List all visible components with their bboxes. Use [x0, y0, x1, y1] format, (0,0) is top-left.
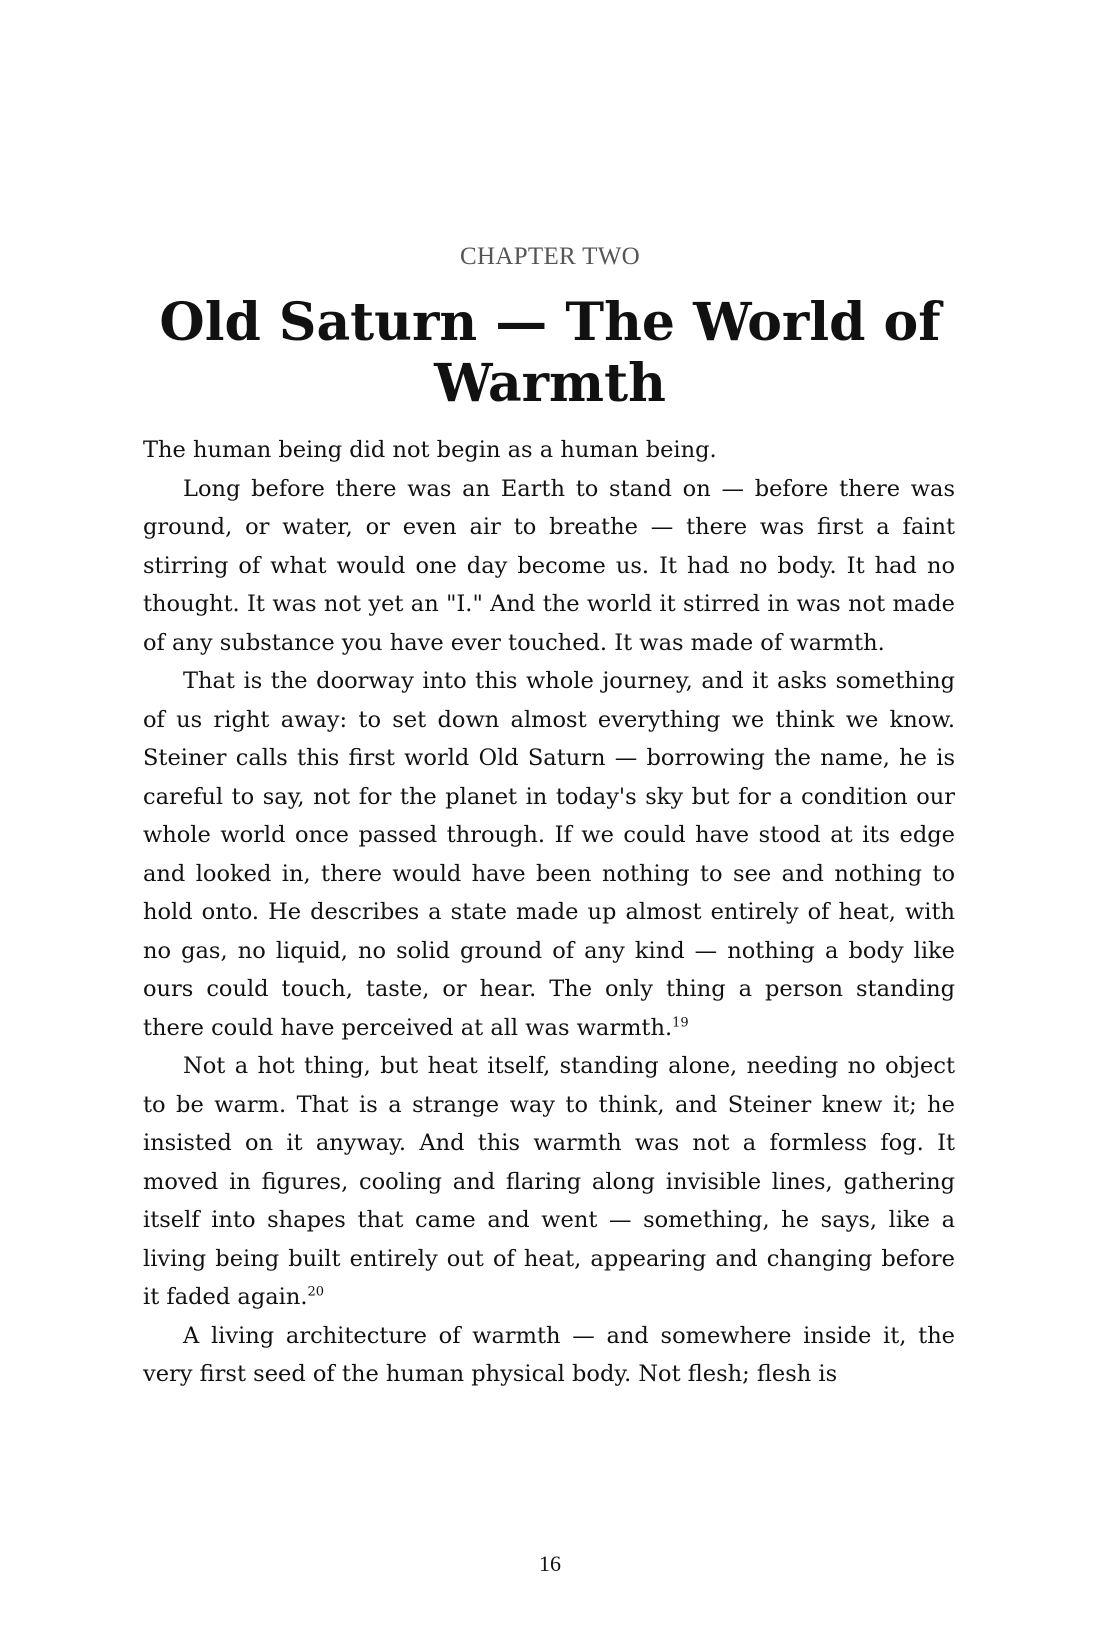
paragraph — [143, 1317, 955, 1394]
paragraph-text: A living architecture of warmth — and somewhere inside it, the very first seed of the human physical body. Not flesh; flesh is — [143, 1322, 955, 1387]
paragraph-text: That is the doorway into this whole journey, and it asks something of us right away: to set down almost everything we think we know. Steiner calls this first world Old Saturn — borrowing the name, he is careful to say, not for the planet in today's sky but for a condition our whole world once passed through. If we could have stood at its edge and looked in, there would have been nothing to see and nothing to hold onto. He describes a state made up almost entirely of heat, with no gas, no liquid, no solid ground of any kind — nothing a body like ours could touch, taste, or hear. The only thing a person standing there could have perceived at all was warmth. — [143, 668, 955, 1041]
chapter-label: CHAPTER TWO — [460, 243, 640, 270]
paragraph — [143, 431, 955, 470]
paragraph — [143, 1047, 955, 1317]
paragraph-text: Not a hot thing, but heat itself, standing alone, needing no object to be warm. That is a strange way to think, and Steiner knew it; he insisted on it anyway. And this warmth was not a formless fog. It moved in figures, cooling and flaring along invisible lines, gathering itself into shapes that came and went — something, he says, like a living being built entirely out of heat, appearing and changing before it faded again. — [143, 1053, 955, 1310]
page-number: 16 — [539, 1551, 561, 1576]
paragraph — [143, 662, 955, 1047]
footnote-marker[interactable]: 20 — [307, 1284, 325, 1300]
paragraph-text: Long before there was an Earth to stand on — before there was ground, or water, or even air to breathe — there was first a faint stirring of what would one day become us. It had no body. It had no thought. It was not yet an "I." And the world it stirred in was not made of any substance you have ever touched. It was made of warmth. — [143, 475, 955, 656]
paragraph-text: The human being did not begin as a human being. — [143, 437, 717, 463]
chapter-title: Old Saturn — The World of Warmth — [159, 292, 941, 414]
body-text — [143, 431, 955, 1394]
footnote-marker[interactable]: 19 — [672, 1015, 689, 1030]
paragraph — [143, 470, 955, 663]
